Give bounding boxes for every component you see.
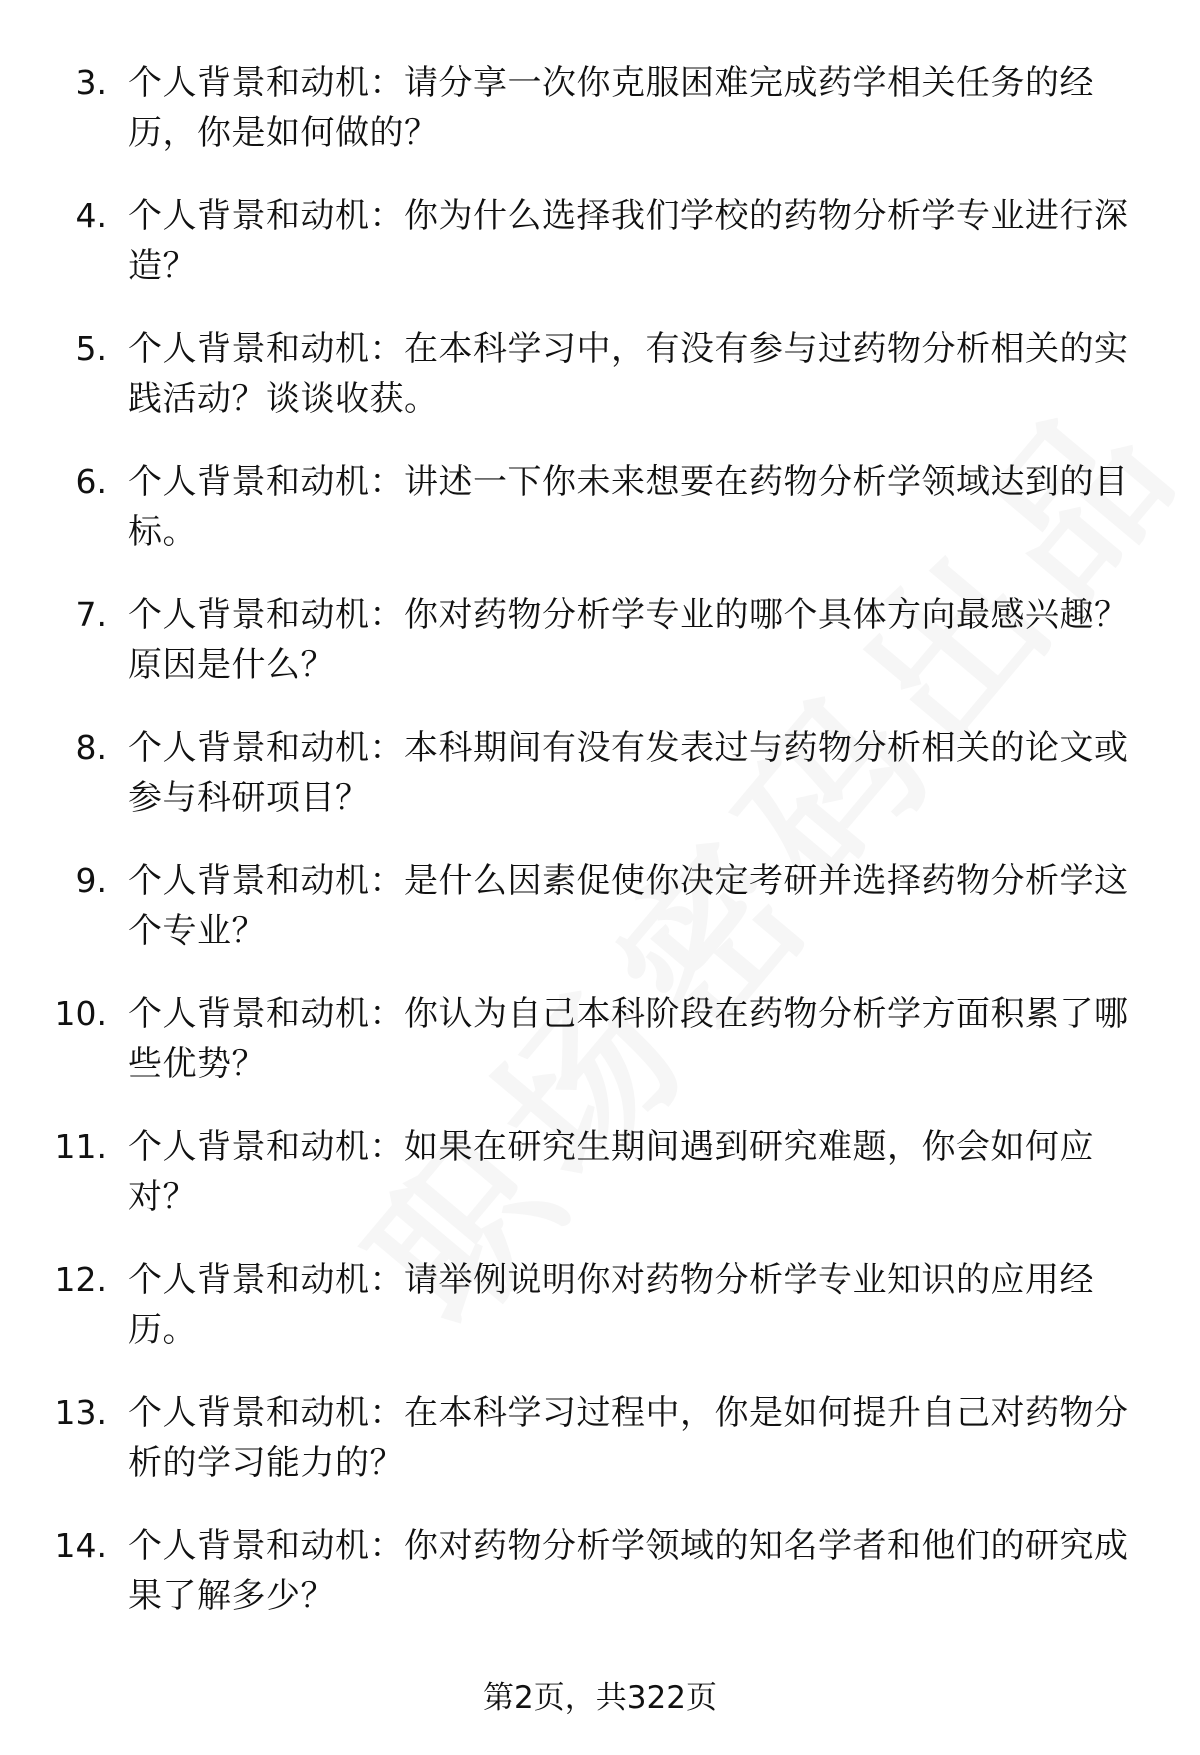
- list-item: [0, 590, 1200, 723]
- question-number: 12.: [54, 1260, 107, 1299]
- question-number: 4.: [75, 196, 107, 235]
- list-item: [0, 723, 1200, 856]
- question-text: 个人背景和动机：你为什么选择我们学校的药物分析学专业进行深造？: [128, 196, 1129, 286]
- question-text: 个人背景和动机：讲述一下你未来想要在药物分析学领域达到的目标。: [128, 462, 1129, 552]
- question-text: 个人背景和动机：在本科学习中，有没有参与过药物分析相关的实践活动？谈谈收获。: [128, 329, 1129, 419]
- question-number: 11.: [54, 1127, 107, 1166]
- list-item: [0, 1521, 1200, 1654]
- page-footer: 第2页，共322页: [483, 1680, 717, 1716]
- question-number: 14.: [54, 1526, 107, 1565]
- question-number: 9.: [75, 861, 107, 900]
- question-text: 个人背景和动机：你对药物分析学专业的哪个具体方向最感兴趣？原因是什么？: [128, 595, 1129, 685]
- question-text: 个人背景和动机：请举例说明你对药物分析学专业知识的应用经历。: [128, 1260, 1094, 1350]
- list-item: [0, 191, 1200, 324]
- question-number: 7.: [75, 595, 107, 634]
- list-item: [0, 989, 1200, 1122]
- question-number: 5.: [75, 329, 107, 368]
- question-number: 13.: [54, 1393, 107, 1432]
- question-number: 8.: [75, 728, 107, 767]
- question-text: 个人背景和动机：本科期间有没有发表过与药物分析相关的论文或参与科研项目？: [128, 728, 1129, 818]
- list-item: [0, 1122, 1200, 1255]
- list-item: [0, 856, 1200, 989]
- question-text: 个人背景和动机：如果在研究生期间遇到研究难题，你会如何应对？: [128, 1127, 1094, 1217]
- question-text: 个人背景和动机：你对药物分析学领域的知名学者和他们的研究成果了解多少？: [128, 1526, 1129, 1616]
- list-item: [0, 1388, 1200, 1521]
- list-item: [0, 457, 1200, 590]
- question-number: 3.: [75, 63, 107, 102]
- list-item: [0, 1255, 1200, 1388]
- list-item: [0, 58, 1200, 191]
- question-list: [0, 58, 1200, 1654]
- question-text: 个人背景和动机：在本科学习过程中，你是如何提升自己对药物分析的学习能力的？: [128, 1393, 1129, 1483]
- question-number: 10.: [54, 994, 107, 1033]
- list-item: [0, 324, 1200, 457]
- question-text: 个人背景和动机：你认为自己本科阶段在药物分析学方面积累了哪些优势？: [128, 994, 1129, 1084]
- question-number: 6.: [75, 462, 107, 501]
- question-text: 个人背景和动机：请分享一次你克服困难完成药学相关任务的经历，你是如何做的？: [128, 63, 1094, 153]
- question-text: 个人背景和动机：是什么因素促使你决定考研并选择药物分析学这个专业？: [128, 861, 1129, 951]
